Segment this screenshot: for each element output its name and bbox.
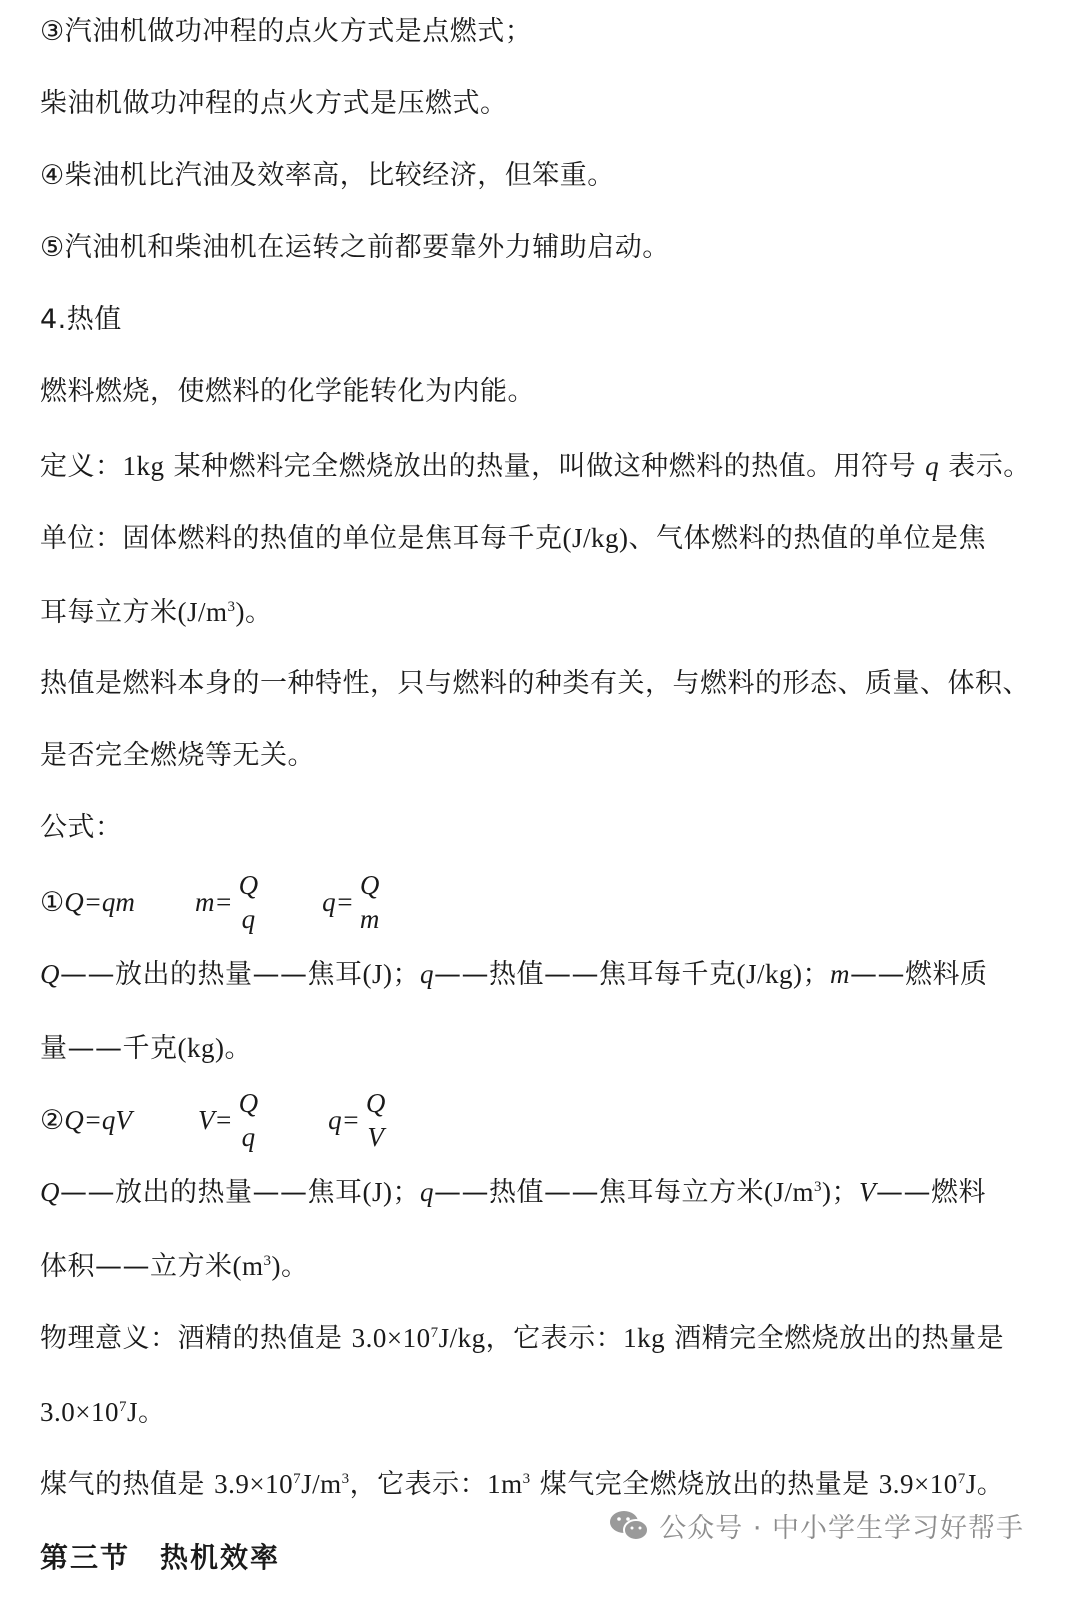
text-line: 公式：	[40, 812, 123, 843]
text-segment: )	[822, 1177, 832, 1207]
text-segment: 煤气的热值是	[40, 1469, 215, 1500]
text-segment: (J/kg)	[736, 959, 803, 989]
text-segment: 体积——立方米	[40, 1251, 233, 1282]
text-segment: J	[965, 1469, 977, 1499]
fraction-numerator: Q	[359, 870, 380, 900]
fraction	[362, 1086, 390, 1154]
fraction-numerator: Q	[238, 870, 259, 900]
text-segment: ，它表示：	[485, 1323, 624, 1354]
text-segment: ；	[802, 959, 830, 990]
text-segment: ——放出的热量——焦耳	[60, 1177, 363, 1208]
formula-main: Q=qm	[64, 886, 135, 917]
symbol: Q	[40, 959, 60, 989]
text-segment: 物理意义：酒精的热值是	[40, 1323, 352, 1354]
text-segment: ——燃料	[876, 1177, 987, 1208]
text-segment: (J)	[362, 959, 393, 989]
text-segment: 1kg	[122, 451, 165, 481]
text-segment: 某种燃料完全燃烧放出的热量，叫做这种燃料的热值。用符号	[164, 451, 926, 482]
text-segment: 。	[976, 1469, 1005, 1500]
formula-row-2	[40, 1080, 389, 1160]
text-line: 燃料燃烧，使燃料的化学能转化为内能。	[40, 376, 535, 407]
watermark-text: 公众号 · 中小学生学习好帮手	[659, 1513, 1024, 1544]
text-segment: 。	[245, 597, 273, 628]
text-segment: ；	[392, 1177, 420, 1208]
formula-label: ②	[40, 1104, 65, 1136]
text-segment: J	[126, 1397, 138, 1427]
text-segment: 定义：	[40, 451, 123, 482]
superscript: 7	[430, 1325, 439, 1341]
symbol: q	[420, 1177, 434, 1207]
unit-line	[40, 594, 1040, 631]
symbol: V	[859, 1177, 877, 1207]
formula-lhs: q=	[328, 1104, 360, 1135]
formula-description	[40, 1248, 1040, 1285]
formula-m	[195, 868, 262, 936]
meaning-line	[40, 1320, 1040, 1357]
text-segment: 酒精完全燃烧放出的热量是	[665, 1323, 1005, 1354]
formula-lhs: m=	[194, 886, 233, 917]
fraction	[235, 868, 263, 936]
text-segment: (J/m	[764, 1177, 815, 1207]
superscript: 7	[293, 1471, 302, 1487]
formula-label: ①	[40, 886, 65, 918]
text-segment: ；	[392, 959, 420, 990]
text-segment: (J/kg)	[562, 523, 629, 553]
meaning-line	[40, 1394, 1040, 1431]
formula-lhs: V=	[197, 1104, 233, 1135]
text-segment: )	[271, 1251, 281, 1281]
text-segment: )	[235, 597, 246, 627]
text-segment: ——燃料质	[850, 959, 988, 990]
text-line: ③汽油机做功冲程的点火方式是点燃式；	[40, 16, 533, 47]
text-segment: 3.9×10	[878, 1469, 958, 1499]
text-segment: 3.9×10	[214, 1469, 294, 1499]
formula-description	[40, 1174, 1040, 1211]
text-segment: 3.0×10	[351, 1323, 431, 1353]
text-line: ⑤汽油机和柴油机在运转之前都要靠外力辅助启动。	[40, 232, 670, 263]
text-segment: 。	[138, 1397, 166, 1428]
text-segment: (kg)	[177, 1033, 225, 1063]
watermark	[609, 1506, 1024, 1545]
formula-q	[322, 868, 383, 936]
fraction-denominator: V	[367, 1122, 384, 1152]
text-segment: 耳每立方米	[40, 597, 178, 628]
text-line: ④柴油机比汽油及效率高，比较经济，但笨重。	[40, 160, 615, 191]
superscript: 3	[522, 1471, 531, 1487]
fraction-numerator: Q	[365, 1088, 386, 1118]
text-segment: 煤气完全燃烧放出的热量是	[530, 1469, 879, 1500]
text-line: 是否完全燃烧等无关。	[40, 740, 315, 771]
fraction	[235, 1086, 263, 1154]
text-segment: ——热值——焦耳每立方米	[434, 1177, 764, 1208]
superscript: 3	[263, 1253, 272, 1269]
text-segment: 表示。	[939, 451, 1031, 482]
superscript: 7	[118, 1399, 127, 1415]
unit-line	[40, 520, 1040, 557]
text-segment: ，它表示：	[349, 1469, 488, 1500]
section-title: 第三节 热机效率	[40, 1541, 281, 1574]
superscript: 3	[814, 1179, 823, 1195]
text-segment: 。	[281, 1251, 309, 1282]
text-segment: (J/m	[177, 597, 228, 627]
text-segment: ；	[831, 1177, 860, 1208]
fraction-denominator: m	[359, 904, 380, 934]
text-line: 热值是燃料本身的一种特性，只与燃料的种类有关，与燃料的形态、质量、体积、	[40, 668, 1030, 699]
text-segment: 3.0×10	[40, 1397, 119, 1427]
symbol-q: q	[925, 451, 940, 481]
text-line: 柴油机做功冲程的点火方式是压燃式。	[40, 88, 508, 119]
formula-v	[198, 1086, 262, 1154]
text-segment: J/kg	[438, 1323, 486, 1353]
superscript: 3	[341, 1471, 350, 1487]
wechat-icon	[609, 1509, 649, 1543]
gas-line	[40, 1466, 1040, 1503]
text-segment: 、气体燃料的热值的单位是焦	[628, 523, 986, 554]
formula-main: Q=qV	[64, 1104, 132, 1135]
fraction-denominator: q	[241, 904, 256, 934]
superscript: 3	[227, 599, 236, 615]
symbol: m	[830, 959, 850, 989]
text-segment: 单位：固体燃料的热值的单位是焦耳每千克	[40, 523, 563, 554]
symbol: Q	[40, 1177, 60, 1207]
fraction-numerator: Q	[238, 1088, 259, 1118]
fraction-denominator: q	[241, 1122, 256, 1152]
text-segment: ——放出的热量——焦耳	[60, 959, 363, 990]
text-segment: 量——千克	[40, 1033, 178, 1064]
text-segment: (m	[232, 1251, 264, 1281]
formula-description	[40, 956, 1040, 993]
formula-q	[328, 1086, 389, 1154]
formula-description	[40, 1030, 1040, 1067]
text-segment: 1m	[487, 1469, 523, 1499]
formula-row-1	[40, 862, 383, 942]
superscript: 7	[957, 1471, 966, 1487]
text-segment: 1kg	[623, 1323, 666, 1353]
section-heading: 4.热值	[40, 304, 122, 335]
text-segment: 。	[224, 1033, 252, 1064]
text-segment: (J)	[362, 1177, 393, 1207]
formula-lhs: q=	[322, 886, 354, 917]
symbol: q	[420, 959, 434, 989]
text-segment: J/m	[301, 1469, 342, 1499]
text-segment: ——热值——焦耳每千克	[434, 959, 737, 990]
definition-line	[40, 448, 1040, 485]
fraction	[356, 868, 384, 936]
